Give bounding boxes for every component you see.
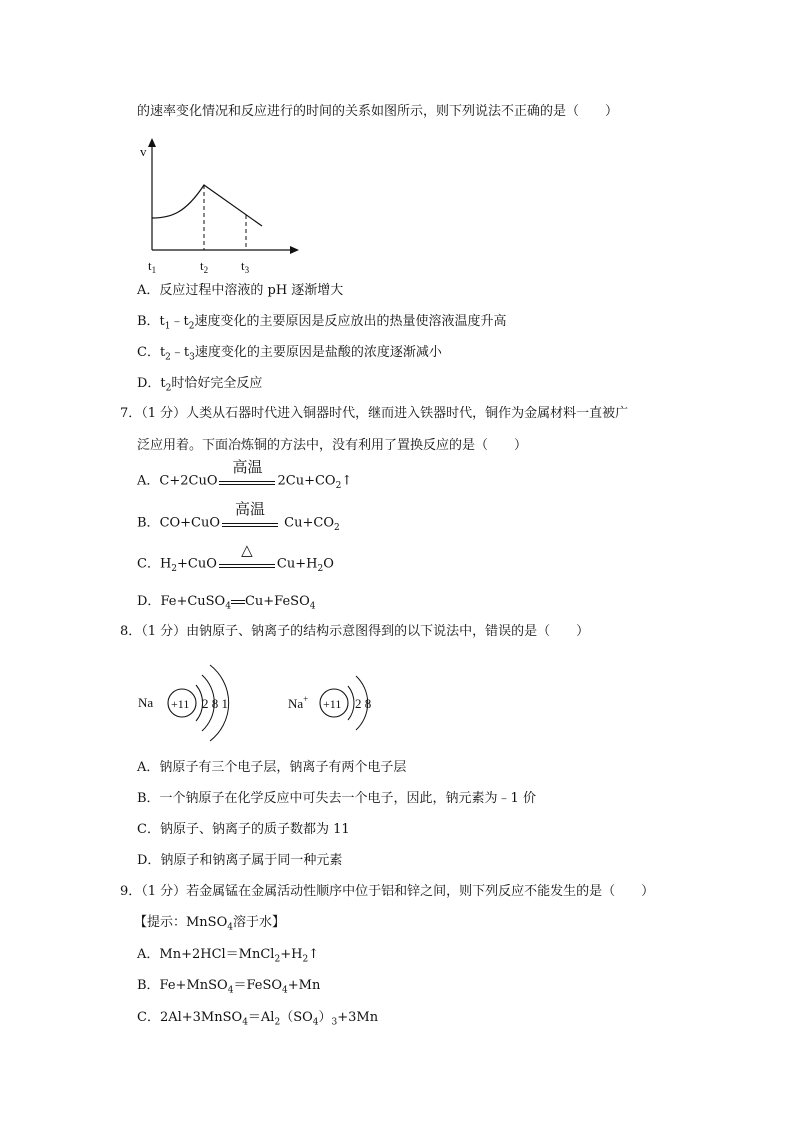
q8-option-b[interactable]: B．一个钠原子在化学反应中可失去一个电子，因此，钠元素为﹣1 价 — [137, 791, 536, 806]
na-ion-nucleus-charge: +11 — [323, 697, 342, 711]
q8-stem: 8．（1 分）由钠原子、钠离子的结构示意图得到的以下说法中，错误的是（ ） — [120, 624, 590, 639]
na-ion-symbol: Na+ — [288, 694, 309, 711]
sodium-atom-svg — [136, 655, 246, 750]
na-nucleus-charge: +11 — [171, 697, 190, 711]
sodium-ion-svg — [286, 660, 386, 748]
q9-hint: 【提示：MnSO$_4$溶于水】 — [134, 915, 285, 933]
na-ion-shell-1 — [348, 686, 354, 720]
q7-stem-line1: 7．（1 分）人类从石器时代进入铜器时代，继而进入铁器时代，铜作为金属材料一直被广 — [120, 406, 629, 421]
q6-option-b[interactable]: B．$t_1﹣t_2$速度变化的主要原因是反应放出的热量使溶液温度升高 — [137, 314, 507, 332]
t2-label: $t_2$ — [200, 258, 209, 275]
q8-option-d[interactable]: D．钠原子和钠离子属于同一种元素 — [137, 853, 343, 868]
q7-option-b[interactable]: B．CO+CuO 高温 $Cu+CO_2$ — [137, 500, 340, 534]
q7-stem-line2: 泛应用着。下面冶炼铜的方法中，没有利用了置换反应的是（ ） — [137, 438, 528, 453]
na-symbol: Na — [138, 695, 154, 710]
q9-stem: 9．（1 分）若金属锰在金属活动性顺序中位于铝和锌之间，则下列反应不能发生的是（ ） — [120, 884, 655, 899]
t1-label: $t_1$ — [148, 258, 157, 275]
equation-equals — [231, 597, 245, 607]
high-temp-condition: 高温 — [217, 472, 277, 490]
q9-option-c[interactable]: C．$2Al+3MnSO_4=Al_2(SO_4)_3+3Mn$ — [137, 1010, 379, 1028]
q6-option-d[interactable]: D．$t_2$时恰好完全反应 — [137, 376, 263, 394]
q6-stem: 的速率变化情况和反应进行的时间的关系如图所示，则下列说法不正确的是（ ） — [137, 104, 619, 119]
rate-curve — [152, 185, 262, 226]
q7-option-c[interactable]: C．$H_2+CuO$ △ $Cu+H_2O$ — [137, 541, 334, 575]
rate-time-chart — [140, 138, 310, 278]
q9-option-a[interactable]: A．$Mn+2HCl=MnCl_2+H_2↑$ — [137, 947, 320, 965]
sodium-ion-diagram — [286, 660, 386, 748]
q8-option-c[interactable]: C．钠原子、钠离子的质子数都为 11 — [137, 822, 350, 837]
na-electron-counts: 2 8 1 — [202, 696, 228, 711]
y-axis-label: v — [140, 144, 147, 159]
t3-label: $t_3$ — [241, 258, 250, 275]
na-ion-electron-counts: 2 8 — [355, 696, 372, 711]
q6-option-a[interactable]: A．反应过程中溶液的 pH 逐渐增大 — [137, 283, 344, 298]
x-axis-arrow — [290, 246, 299, 254]
q9-option-b[interactable]: B．Fe+MnSO$_4$＝FeSO$_4$+Mn — [137, 978, 321, 996]
rate-time-chart-svg — [140, 138, 310, 278]
sodium-atom-diagram — [136, 655, 246, 750]
q6-option-c[interactable]: C．$t_2﹣t_3$速度变化的主要原因是盐酸的浓度逐渐减小 — [137, 345, 442, 363]
y-axis-arrow — [148, 138, 156, 147]
q7-option-a[interactable]: A．C+2CuO 高温 $2Cu+CO_2↑$ — [137, 458, 353, 492]
heat-condition: △ — [217, 555, 277, 573]
q7-option-d[interactable]: D．Fe+CuSO$_4$ Cu+FeSO$_4$ — [137, 594, 316, 612]
high-temp-condition: 高温 — [220, 514, 280, 532]
q8-option-a[interactable]: A．钠原子有三个电子层，钠离子有两个电子层 — [137, 760, 407, 775]
